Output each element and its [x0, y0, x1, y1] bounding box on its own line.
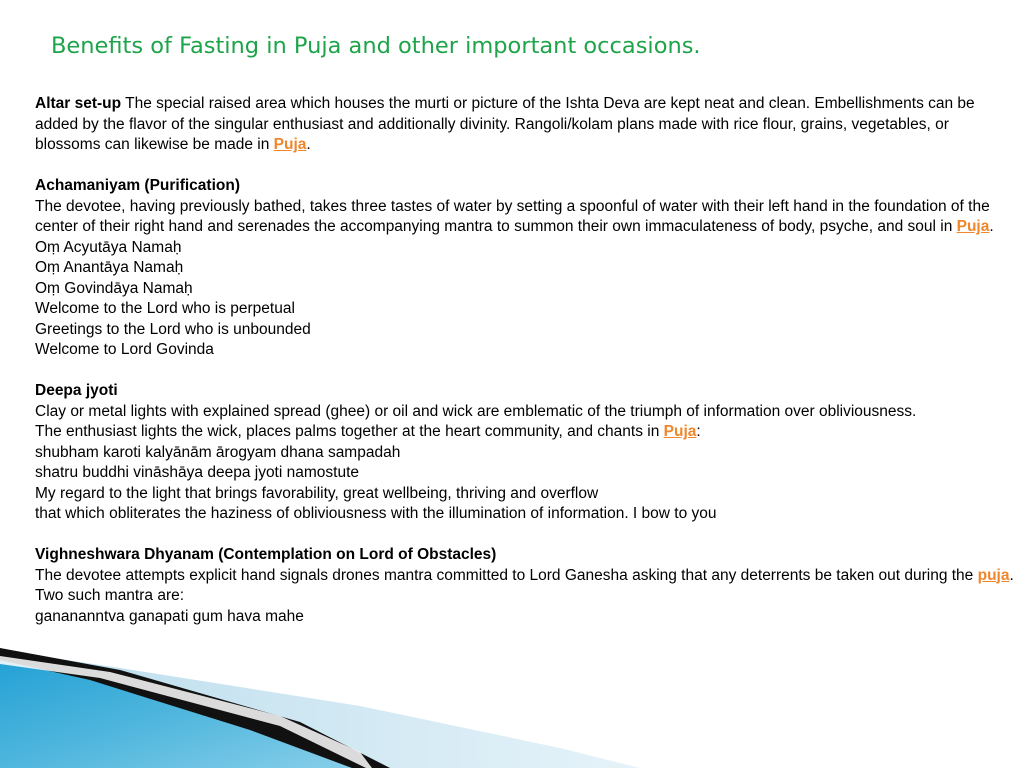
deepa-paragraph	[35, 422, 1015, 443]
translation-line: Welcome to the Lord who is perpetual	[35, 300, 295, 317]
puja-link[interactable]: puja	[977, 566, 1010, 584]
swoosh-blue-band	[0, 648, 380, 768]
translation-line: My regard to the light that brings favorability, great wellbeing, thriving and overflow	[35, 484, 599, 502]
slide-body	[35, 94, 1015, 627]
translation-line: Greetings to the Lord who is unbounded	[35, 320, 311, 338]
deepa-text-end: :	[696, 423, 701, 440]
mantra-line: Oṃ Anantāya Namaḥ	[35, 259, 184, 276]
mantra-line: Oṃ Govindāya Namaḥ	[35, 279, 193, 297]
swoosh-white-stroke	[0, 656, 372, 768]
swoosh-pale-band	[0, 650, 640, 768]
vighneshwara-heading-text: Vighneshwara Dhyanam (Contemplation on Lord of Obstacles)	[35, 546, 497, 563]
deepa-line: Clay or metal lights with explained spread (ghee) or oil and wick are emblematic of the triumph of information over obliviousness.	[35, 402, 917, 420]
mantra-line: shatru buddhi vināshāya deepa jyoti namostute	[35, 464, 359, 481]
achamaniyam-heading	[35, 176, 1015, 197]
mantra-line: ganananntva ganapati gum hava mahe	[35, 607, 304, 625]
achamaniyam-text: The devotee, having previously bathed, takes three tastes of water by setting a spoonful of water with their left hand in the foundation of the center of their right hand and serenades the accompanying mantra to summon their own immaculateness of body, psyche, and soul in	[35, 197, 990, 235]
achamaniyam-paragraph	[35, 197, 1015, 238]
altar-paragraph	[35, 94, 1015, 156]
puja-link[interactable]: Puja	[273, 136, 307, 153]
puja-link[interactable]: Puja	[663, 423, 697, 440]
achamaniyam-heading-text: Achamaniyam (Purification)	[35, 177, 240, 194]
altar-heading: Altar set-up	[35, 95, 122, 112]
mantra-line: Oṃ Acyutāya Namaḥ	[35, 238, 182, 256]
achamaniyam-text-end: .	[989, 218, 994, 235]
vighneshwara-text-end: . Two such mantra are:	[35, 566, 1014, 604]
vighneshwara-heading	[35, 545, 1015, 566]
altar-text-end: .	[306, 136, 311, 153]
swoosh-black-stroke	[0, 648, 390, 768]
translation-line: that which obliterates the haziness of obliviousness with the illumination of information. I bow to you	[35, 505, 717, 522]
deepa-heading	[35, 381, 1015, 402]
deepa-text: The enthusiast lights the wick, places palms together at the heart community, and chants in	[35, 423, 664, 440]
translation-line: Welcome to Lord Govinda	[35, 341, 214, 358]
deepa-heading-text: Deepa jyoti	[35, 382, 118, 399]
altar-text: The special raised area which houses the murti or picture of the Ishta Deva are kept neat and clean. Embellishments can be added by the flavor of the singular enthusiast and additionally divinity. Rangoli/kolam plans made with rice flour, grains, vegetables, or blossoms can likewise be made in	[35, 95, 975, 153]
mantra-line: shubham karoti kalyānām ārogyam dhana sampadah	[35, 443, 401, 461]
slide-title: Benefits of Fasting in Puja and other important occasions.	[51, 33, 701, 59]
vighneshwara-paragraph	[35, 566, 1015, 607]
vighneshwara-text: The devotee attempts explicit hand signals drones mantra committed to Lord Ganesha asking that any deterrents be taken out during the	[35, 566, 978, 584]
puja-link[interactable]: Puja	[956, 218, 990, 235]
